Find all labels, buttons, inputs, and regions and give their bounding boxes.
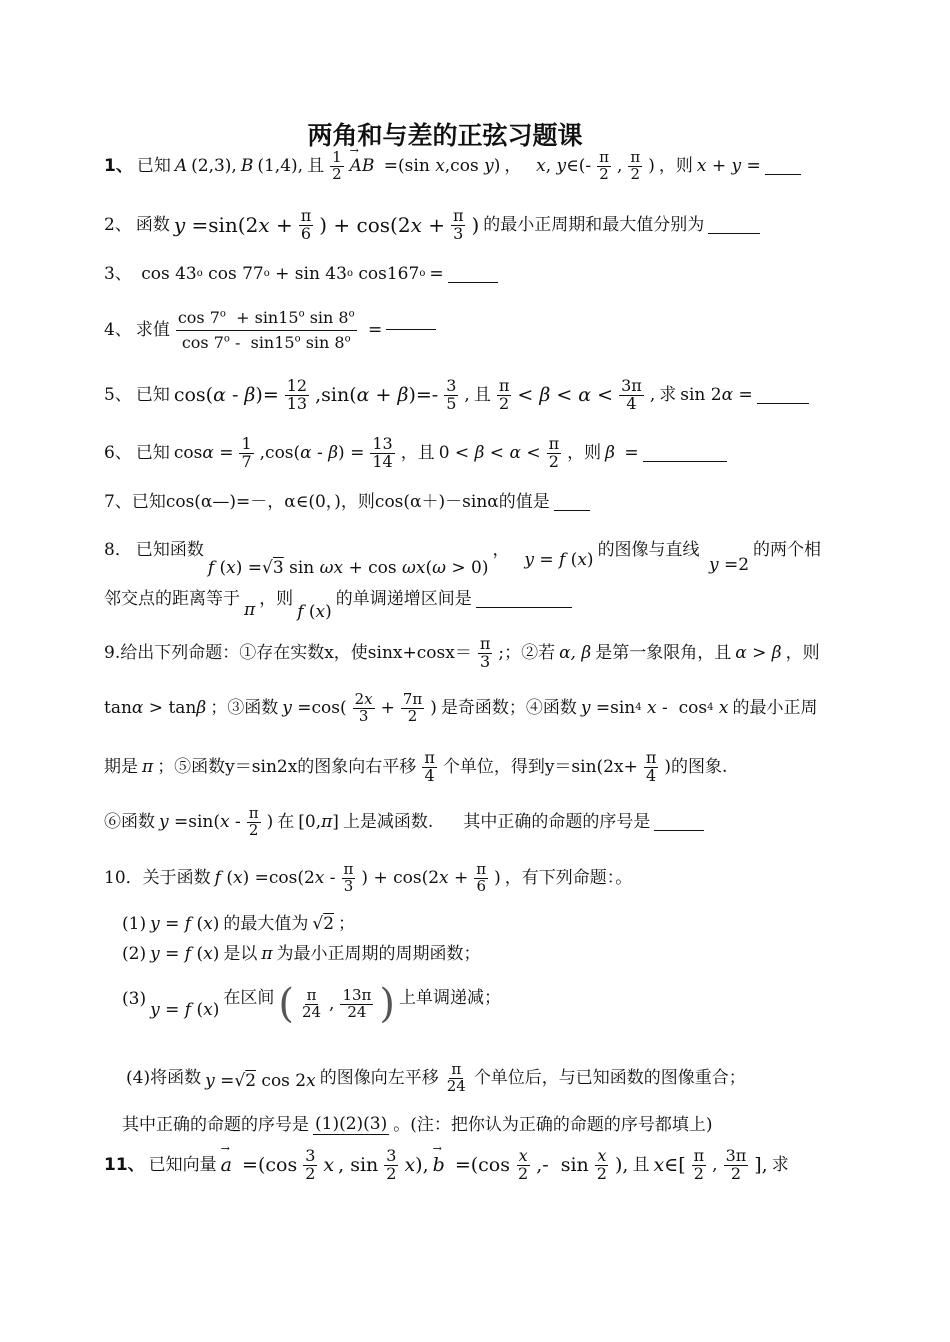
question-6: 6、 已知 cos α = $\frac{1}{7}$ ,cos( α - β ) = $\frac{13}{14}$ ，且 0 < β < α < $\frac{\pi}{2}$ ，则 β = — [104, 436, 850, 471]
answer-blank[interactable] — [386, 313, 436, 330]
formula: cos 43 o cos 77 o + sin 43 o cos167 o — [135, 264, 426, 284]
answer-blank[interactable] — [643, 445, 727, 462]
question-10-item-1: (1) y = f ( x ) 的最大值为 √ 2 ； — [122, 914, 356, 934]
formula: $\frac{\cos 7^o + \sin 15^o \sin 8^o}{\cos 7^o - \sin 15^o \sin 8^o}$ — [177, 308, 355, 352]
formula: f ( x ) =cos(2 x - — [214, 868, 336, 889]
formula: $\frac{\pi}{3}$ — [479, 634, 491, 671]
question-7: 7、已知cos(α—)=－，α∈(0，)，则cos(α＋)－sinα的值是 — [104, 492, 850, 512]
question-5: 5、 已知 cos( α - β )= $\frac{12}{13}$ ,sin( α + β )=- $\frac{3}{5}$ , 且 $\frac{\pi}{2}$ < β < α < $\frac{3\pi}{4}$ , 求 sin 2 α = — [104, 378, 850, 413]
answer-blank[interactable] — [476, 591, 572, 608]
formula: A — [174, 156, 188, 177]
formula: y =sin(2 x + — [173, 213, 293, 238]
question-9-line-4: ⑥函数 y =sin( x - $\frac{\pi}{2}$ ) 在 [0, π ] 上是减函数. 其中正确的命题的序号是 — [104, 806, 850, 839]
question-2: 2、 函数 y =sin(2 x + $\frac{\pi}{6}$ ) + cos(2 x + $\frac{\pi}{3}$ ) 的最小正周期和最大值分别为 — [104, 208, 850, 243]
question-10-item-3: (3) y = f ( x ) 在区间 ( $\frac{\pi}{24}$ , $\frac{13\pi}{24}$ ) 上单调递减； — [122, 981, 502, 1027]
question-8: 8． 已知函数 f ( x ) =√ 3 sin ωx + cos ωx ( ω > 0) ， y = f ( x ) 的图像与直线 y =2 的两个相 — [104, 540, 822, 578]
question-number: 1、 — [104, 156, 133, 177]
question-1: 1、 已知 A (2,3), B (1,4), 且 $\frac{1}{2}$ → AB =(sin x ,cos y ) ， x , y ∈(- $\frac{\pi}{2}$ , $\frac{\pi}{2}$ ) ，则 x + y = — [104, 150, 850, 183]
answer-blank[interactable] — [757, 387, 809, 404]
formula: → a — [221, 1154, 232, 1177]
question-9-line-3: 期是 π ；⑤函数y＝sin2x的图象向右平移 $\frac{\pi}{4}$ 个单位，得到y＝sin(2x+ $\frac{\pi}{4}$ )的图象. — [104, 748, 728, 785]
question-10: 10．关于函数 f ( x ) =cos(2 x - $\frac{\pi}{3}$ ) + cos(2 x + $\frac{\pi}{6}$ ) ，有下列命题：。 — [104, 860, 633, 895]
question-3: 3、 cos 43 o cos 77 o + sin 43 o cos167 o = — [104, 264, 850, 284]
answer-blank[interactable] — [654, 814, 704, 831]
question-4: 4、 求值 $\frac{\cos 7^o + \sin 15^o \sin 8^o}{\cos 7^o - \sin 15^o \sin 8^o}$ = — [104, 306, 850, 355]
answer-blank[interactable] — [708, 217, 760, 234]
formula: tan α > tan β — [104, 698, 207, 719]
filled-answer: (1)(2)(3) — [315, 1114, 388, 1134]
question-9-line-2: tan α > tan β ；③函数 y =cos( $\frac{2x}{3}$ + $\frac{7\pi}{2}$ ) 是奇函数；④函数 y =sin 4 x - cos 4 x 的最小正周 — [104, 690, 818, 725]
question-9: 9.给出下列命题：①存在实数x，使sinx+cosx＝ $\frac{\pi}{3}$ ;；②若 α, β 是第一象限角，且 α > β ，则 — [104, 634, 820, 671]
formula: cos α = — [173, 443, 234, 464]
question-10-answer: 其中正确的命题的序号是 (1)(2)(3) 。(注：把你认为正确的命题的序号都填上) — [122, 1114, 713, 1135]
answer-blank[interactable] — [765, 158, 801, 175]
question-11: 11、 已知向量 → a =(cos $\frac{3}{2}$ x , sin $\frac{3}{2}$ x ), → b =(cos $\frac{x}{2}$ ,- sin $\frac{x}{2}$ ), 且 x ∈[ $\frac{\pi}{2}$ , $\frac{3\pi}{2}$ ], 求 — [104, 1148, 850, 1183]
question-8-line-2: 邻交点的距离等于 π ，则 f ( x ) 的单调递增区间是 — [104, 576, 850, 622]
page-title: 两角和与差的正弦习题课 — [307, 121, 583, 150]
formula: f ( x ) =√ 3 sin ωx + cos ωx ( ω > 0) — [207, 558, 489, 578]
question-10-item-2: (2) y = f ( x ) 是以 π 为最小正周期的周期函数； — [122, 944, 481, 964]
formula: cos( α - β )= — [173, 383, 279, 406]
answer-blank[interactable] — [554, 494, 590, 511]
answer-blank[interactable] — [448, 266, 498, 283]
formula: $\frac{1}{2}$ — [332, 148, 342, 183]
question-10-item-4: (4)将函数 y =√ 2 cos 2 x 的图像向左平移 $\frac{\pi}{24}$ 个单位后，与已知函数的图像重合； — [126, 1060, 746, 1095]
